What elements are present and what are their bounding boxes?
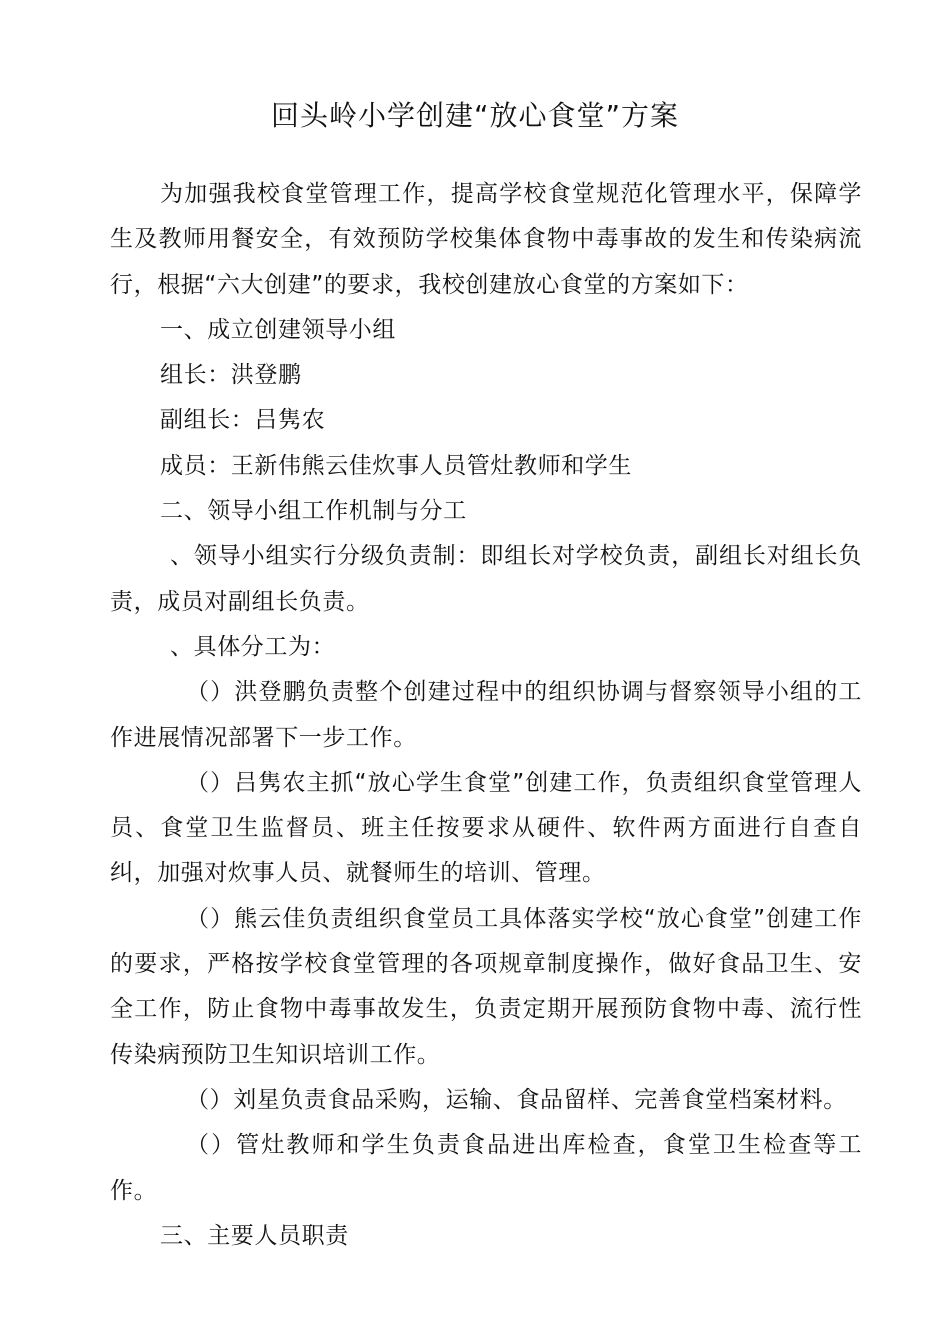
duty-item-5: （）管灶教师和学生负责食品进出库检查，食堂卫生检查等工作。 bbox=[110, 1132, 862, 1204]
duty-item-4: （）刘星负责食品采购，运输、食品留样、完善食堂档案材料。 bbox=[186, 1086, 847, 1113]
group-leader-line: 组长：洪登鹏 bbox=[160, 362, 302, 389]
section-heading-1: 一、成立创建领导小组 bbox=[160, 316, 396, 343]
mechanism-paragraph: 、领导小组实行分级负责制：即组长对学校负责，副组长对组长负责，成员对副组长负责。 bbox=[110, 543, 862, 615]
duty-item-1: （）洪登鹏负责整个创建过程中的组织协调与督察领导小组的工作进展情况部署下一步工作。 bbox=[110, 679, 862, 751]
section-heading-2: 二、领导小组工作机制与分工 bbox=[160, 498, 467, 525]
division-heading: 、具体分工为： bbox=[170, 633, 336, 660]
duty-item-2: （）吕隽农主抓“放心学生食堂”创建工作，负责组织食堂管理人员、食堂卫生监督员、班主任按要求从硬件、软件两方面进行自查自纠，加强对炊事人员、就餐师生的培训、管理。 bbox=[110, 769, 862, 887]
deputy-leader-line: 副组长：吕隽农 bbox=[160, 407, 326, 434]
intro-paragraph: 为加强我校食堂管理工作，提高学校食堂规范化管理水平，保障学生及教师用餐安全，有效预防学校集体食物中毒事故的发生和传染病流行，根据“六大创建”的要求，我校创建放心食堂的方案如下： bbox=[110, 181, 862, 298]
duty-item-3: （）熊云佳负责组织食堂员工具体落实学校“放心食堂”创建工作的要求，严格按学校食堂管理的各项规章制度操作，做好食品卫生、安全工作，防止食物中毒事故发生，负责定期开展预防食物中毒、流行性传染病预防卫生知识培训工作。 bbox=[110, 905, 862, 1068]
section-heading-3: 三、主要人员职责 bbox=[160, 1222, 349, 1249]
members-line: 成员：王新伟熊云佳炊事人员管灶教师和学生 bbox=[160, 452, 632, 479]
document-body bbox=[110, 172, 862, 1259]
document-title: 回头岭小学创建“放心食堂”方案 bbox=[270, 99, 679, 132]
